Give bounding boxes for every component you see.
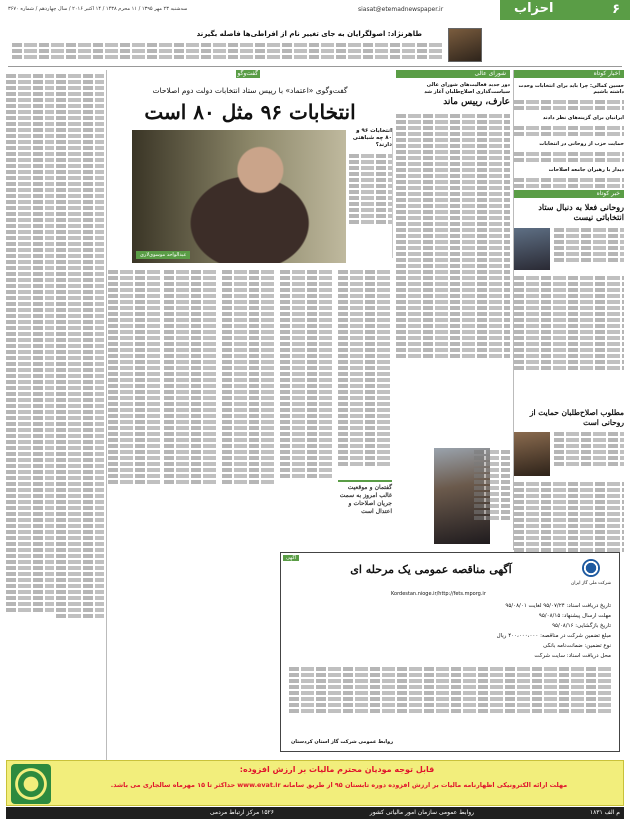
company-logo — [569, 559, 613, 589]
right-column — [514, 70, 624, 580]
ad-item: مبلغ تضمین شرکت در مناقصه: ۴۰۰،۰۰۰،۰۰۰ ریال — [496, 633, 611, 639]
story2-title: مطلوب اصلاح‌طلبان حمایت از روحانی است — [529, 408, 624, 427]
ad-items — [289, 601, 611, 661]
story2-photo — [514, 432, 550, 476]
tender-ad — [280, 552, 620, 752]
interview-col-2 — [280, 268, 334, 550]
left-col-2 — [6, 72, 54, 802]
footer-bar — [6, 807, 624, 819]
left-col-1 — [56, 72, 104, 802]
interview-photo — [132, 130, 346, 263]
ad-url[interactable]: Kordestan.nioge.ir/http://fets.mporg.ir — [391, 591, 486, 597]
tax-line1: قابل توجه مودیان محترم مالیات بر ارزش افزوده: — [239, 765, 435, 774]
interview-headline: انتخابات ۹۶ مثل ۸۰ است — [144, 100, 356, 124]
ad-signature: روابط عمومی شرکت گاز استان کردستان — [291, 739, 394, 745]
interview-col-4 — [164, 268, 218, 808]
council-body-cont — [474, 448, 510, 544]
tax-banner — [6, 760, 624, 806]
page-number: ۶ — [612, 2, 620, 17]
issue-line: سه‌شنبه ۲۳ مهر ۱۳۹۵ / ۱۱ محرم ۱۴۳۸ / ۱۴ اکتبر ۲۰۱۶ / سال چهاردهم / شماره ۳۶۷۰ — [8, 6, 188, 12]
story1-photo — [514, 228, 550, 270]
ad-code: م الف ۱۸۳۱ — [589, 809, 620, 816]
quote-text: گفتمان و موقعیت غالب امروز به سمت جریان اصلاحات و اعتدال است — [339, 484, 392, 515]
top-story — [8, 24, 622, 64]
news-item: دیدار با رهبران جامعه اصلاحات — [548, 167, 624, 173]
council-kicker: دور جدید فعالیت‌های شورای عالی سیاست‌گذاری اصلاح‌طلبان آغاز شد — [424, 82, 510, 95]
ad-title: آگهی مناقصه عمومی یک مرحله ای — [350, 563, 512, 576]
interview-col-5 — [108, 268, 162, 808]
pull-quote — [338, 480, 392, 544]
interview-sidebar — [349, 128, 393, 258]
story1-title: روحانی فعلا به دنبال ستاد انتخاباتی نیست — [538, 202, 624, 222]
top-story-headline: طاهرنژاد: اصولگرایان به جای تغییر نام از افراطی‌ها فاصله بگیرند — [196, 30, 422, 38]
tax-line2: مهلت ارائه الکترونیکی اظهارنامه مالیات بر ارزش افزوده دوره تابستان ۹۵ از طریق سامانه www.evat.ir حداکثر تا ۱۵ مهرماه سالجاری می باشد. — [110, 781, 568, 789]
story2-body — [554, 430, 624, 478]
company-name: شرکت ملی گاز ایران — [571, 581, 611, 586]
news-item: حسین کمالی: چرا باید برای انتخابات وحدت داشته باشیم — [518, 83, 624, 95]
ad-tag: آگهی — [283, 555, 299, 561]
photo-caption: عبدالواحد موسوی‌لاری — [136, 251, 190, 259]
ad-item: مهلت ارسال پیشنهاد: ۹۵/۰۸/۱۵ — [538, 613, 611, 619]
news-list — [514, 80, 624, 190]
ad-item: نوع تضمین: ضمانت‌نامه بانکی — [543, 643, 611, 649]
section-label: خبر کوتاه — [514, 190, 624, 198]
gas-company-logo-icon — [582, 559, 600, 577]
tax-logo — [11, 764, 51, 804]
footer-right: روابط عمومی سازمان امور مالیاتی کشور — [369, 809, 474, 816]
news-item: ایرانیان برای گزینه‌های نظر دادند — [542, 115, 624, 121]
website-link[interactable]: siasat@etemadnewspaper.ir — [358, 6, 444, 13]
council-body — [396, 112, 510, 442]
masthead — [0, 0, 630, 20]
news-label: اخبار کوتاه — [514, 70, 624, 78]
top-story-photo — [448, 28, 482, 62]
interview-kicker: گفت‌وگوی «اعتماد» با رییس ستاد انتخابات دولت دوم اصلاحات — [152, 86, 348, 95]
ad-item: تاریخ دریافت اسناد: ۹۵/۰۷/۲۴ لغایت ۹۵/۰۸/۰۱ — [505, 603, 611, 609]
ad-item: تاریخ بازگشایی: ۹۵/۰۸/۱۶ — [552, 623, 611, 629]
council-label: شورای عالی — [396, 70, 510, 78]
sidebar-title: انتخابات ۹۶ و ۸۰ چه شباهتی دارند؟ — [352, 128, 392, 148]
interview-col-3 — [222, 268, 276, 808]
top-story-body — [12, 41, 442, 65]
story1-body-cont — [514, 274, 624, 404]
council-column — [396, 70, 510, 550]
council-title: عارف، رییس ماند — [443, 97, 510, 107]
page-number-box — [500, 0, 630, 20]
footer-left: ۱۵۲۶ مرکز ارتباط مردمی — [209, 809, 274, 816]
story1-body — [554, 226, 624, 272]
ad-item: محل دریافت اسناد: سایت شرکت — [534, 653, 611, 659]
news-item: حمایت حزب از روحانی در انتخابات — [539, 141, 624, 147]
interview-label: گفت‌وگو — [237, 70, 258, 77]
section-name: احزاب — [514, 1, 554, 16]
